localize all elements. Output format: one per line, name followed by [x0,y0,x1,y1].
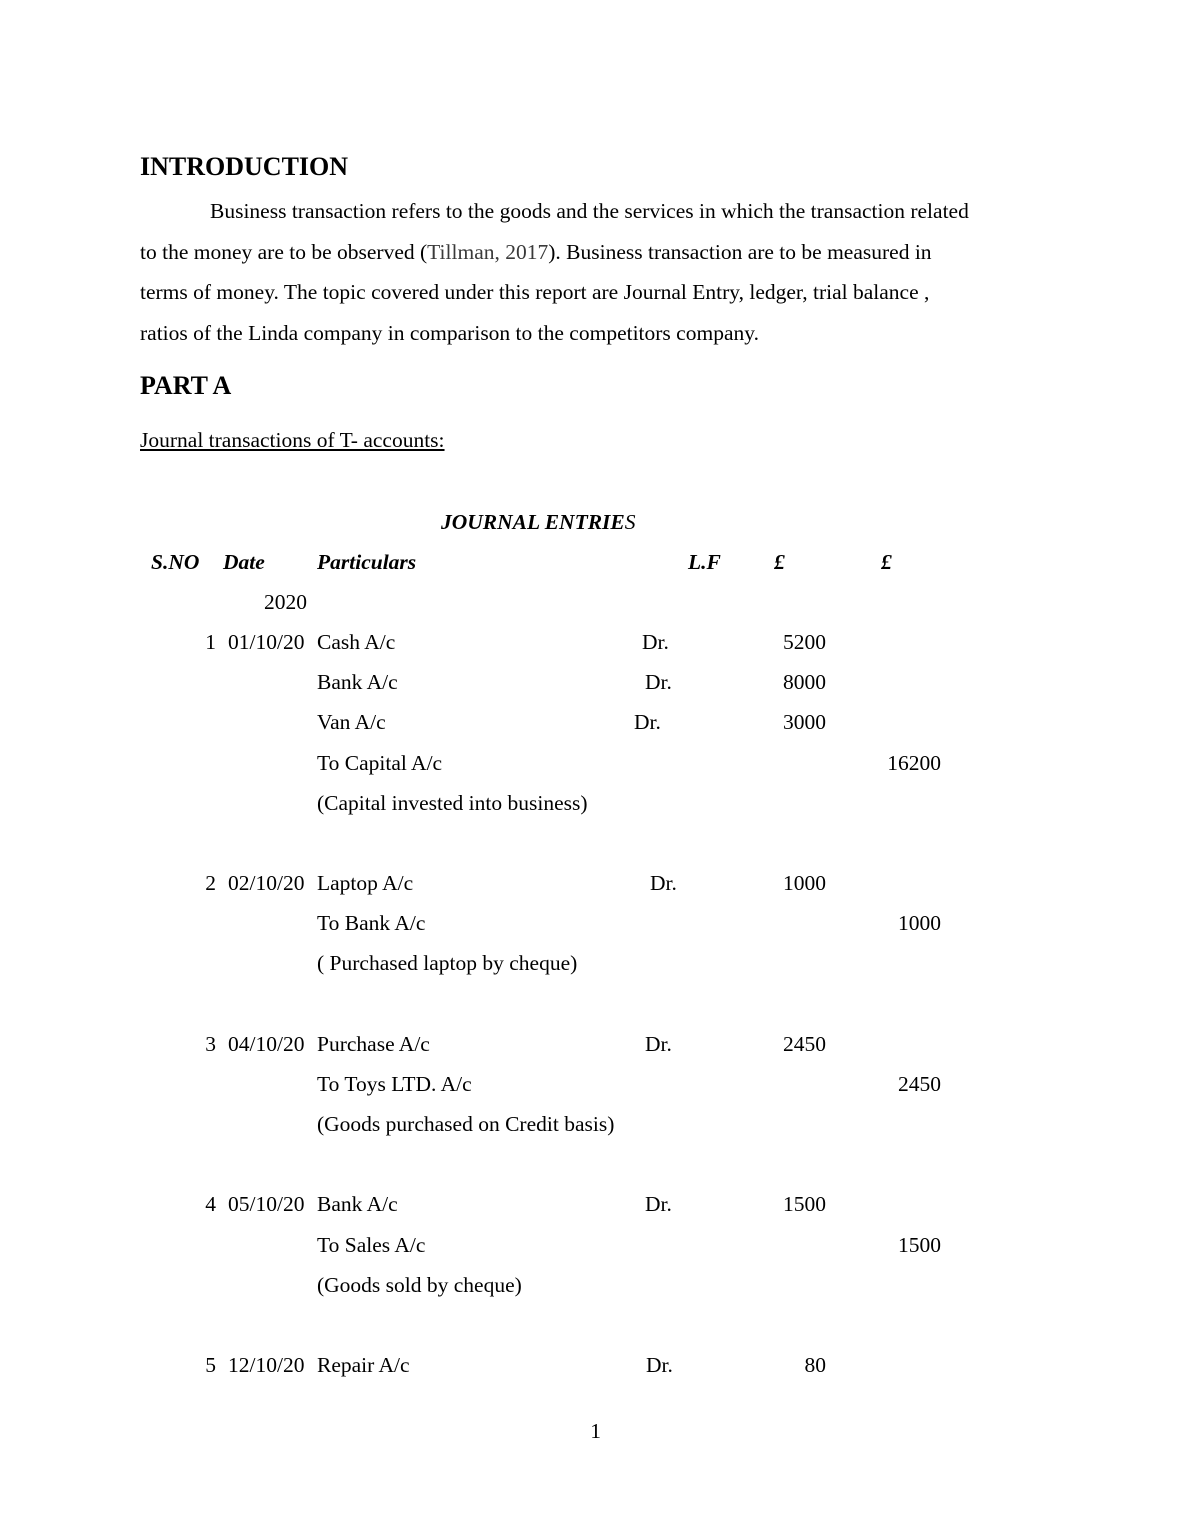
entry-account: Repair A/c [317,1353,410,1377]
entry-sno: 2 [205,871,216,895]
intro-text-2a: to the money are to be observed ( [140,239,428,264]
entry-credit: 2450 [898,1072,941,1096]
entry-date: 02/10/20 [228,871,305,895]
journal-title-main: JOURNAL ENTRIE [441,510,625,534]
part-a-heading: PART A [140,371,232,400]
entry-date: 01/10/20 [228,630,305,654]
header-particulars: Particulars [317,550,417,574]
header-debit: £ [774,550,785,574]
entry-sno: 3 [205,1032,216,1056]
intro-line-2 [140,232,1045,273]
intro-line-1 [140,191,1045,232]
journal-title-last: S [624,510,636,534]
entry-narration: ( Purchased laptop by cheque) [317,951,578,975]
entry-debit: 8000 [783,670,826,694]
entry-dr: Dr. [645,1032,672,1056]
entry-narration: (Goods sold by cheque) [317,1273,522,1297]
entry-date: 05/10/20 [228,1192,305,1216]
entry-dr: Dr. [645,1192,672,1216]
entry-debit: 3000 [783,710,826,734]
entry-account: To Sales A/c [317,1233,426,1257]
page-number: 1 [590,1419,601,1443]
entry-dr: Dr. [634,710,661,734]
entry-date: 12/10/20 [228,1353,305,1377]
intro-text-4: ratios of the Linda company in comparison to the competitors company. [140,320,759,345]
entry-account: Bank A/c [317,670,398,694]
entry-account: Bank A/c [317,1192,398,1216]
entry-credit: 16200 [887,751,941,775]
intro-line-3 [140,272,1045,313]
intro-line-4 [140,313,1045,354]
entry-debit: 80 [804,1353,826,1377]
header-sno: S.NO [151,550,200,574]
header-date: Date [223,550,265,574]
introduction-heading: INTRODUCTION [140,152,349,181]
entry-narration: (Goods purchased on Credit basis) [317,1112,615,1136]
entry-dr: Dr. [642,630,669,654]
intro-text-3: terms of money. The topic covered under this report are Journal Entry, ledger, trial balance , [140,280,930,304]
intro-text-2b: ). Business transaction are to be measured in [548,239,932,264]
intro-text-1: Business transaction refers to the goods and the services in which the transaction related [210,199,969,223]
entry-account: To Toys LTD. A/c [317,1072,472,1096]
entry-dr: Dr. [645,670,672,694]
header-credit: £ [881,550,892,574]
entry-account: To Capital A/c [317,751,443,775]
entry-dr: Dr. [646,1353,673,1377]
entry-sno: 1 [205,630,216,654]
entry-debit: 1000 [783,871,826,895]
journal-year: 2020 [264,590,307,614]
entry-debit: 1500 [783,1192,826,1216]
entry-account: Laptop A/c [317,871,414,895]
entry-account: Van A/c [317,710,386,734]
journal-title [441,510,636,535]
entry-sno: 5 [205,1353,216,1377]
entry-account: Cash A/c [317,630,396,654]
entry-account: Purchase A/c [317,1032,430,1056]
part-a-subheading: Journal transactions of T- accounts: [140,428,445,452]
introduction-paragraph [140,191,1045,353]
entry-sno: 4 [205,1192,216,1216]
header-lf: L.F [688,550,721,574]
entry-account: To Bank A/c [317,911,426,935]
citation-link[interactable]: Tillman, 2017 [427,239,549,264]
entry-date: 04/10/20 [228,1032,305,1056]
entry-credit: 1500 [898,1233,941,1257]
entry-narration: (Capital invested into business) [317,791,588,815]
entry-debit: 2450 [783,1032,826,1056]
entry-dr: Dr. [650,871,677,895]
entry-debit: 5200 [783,630,826,654]
entry-credit: 1000 [898,911,941,935]
